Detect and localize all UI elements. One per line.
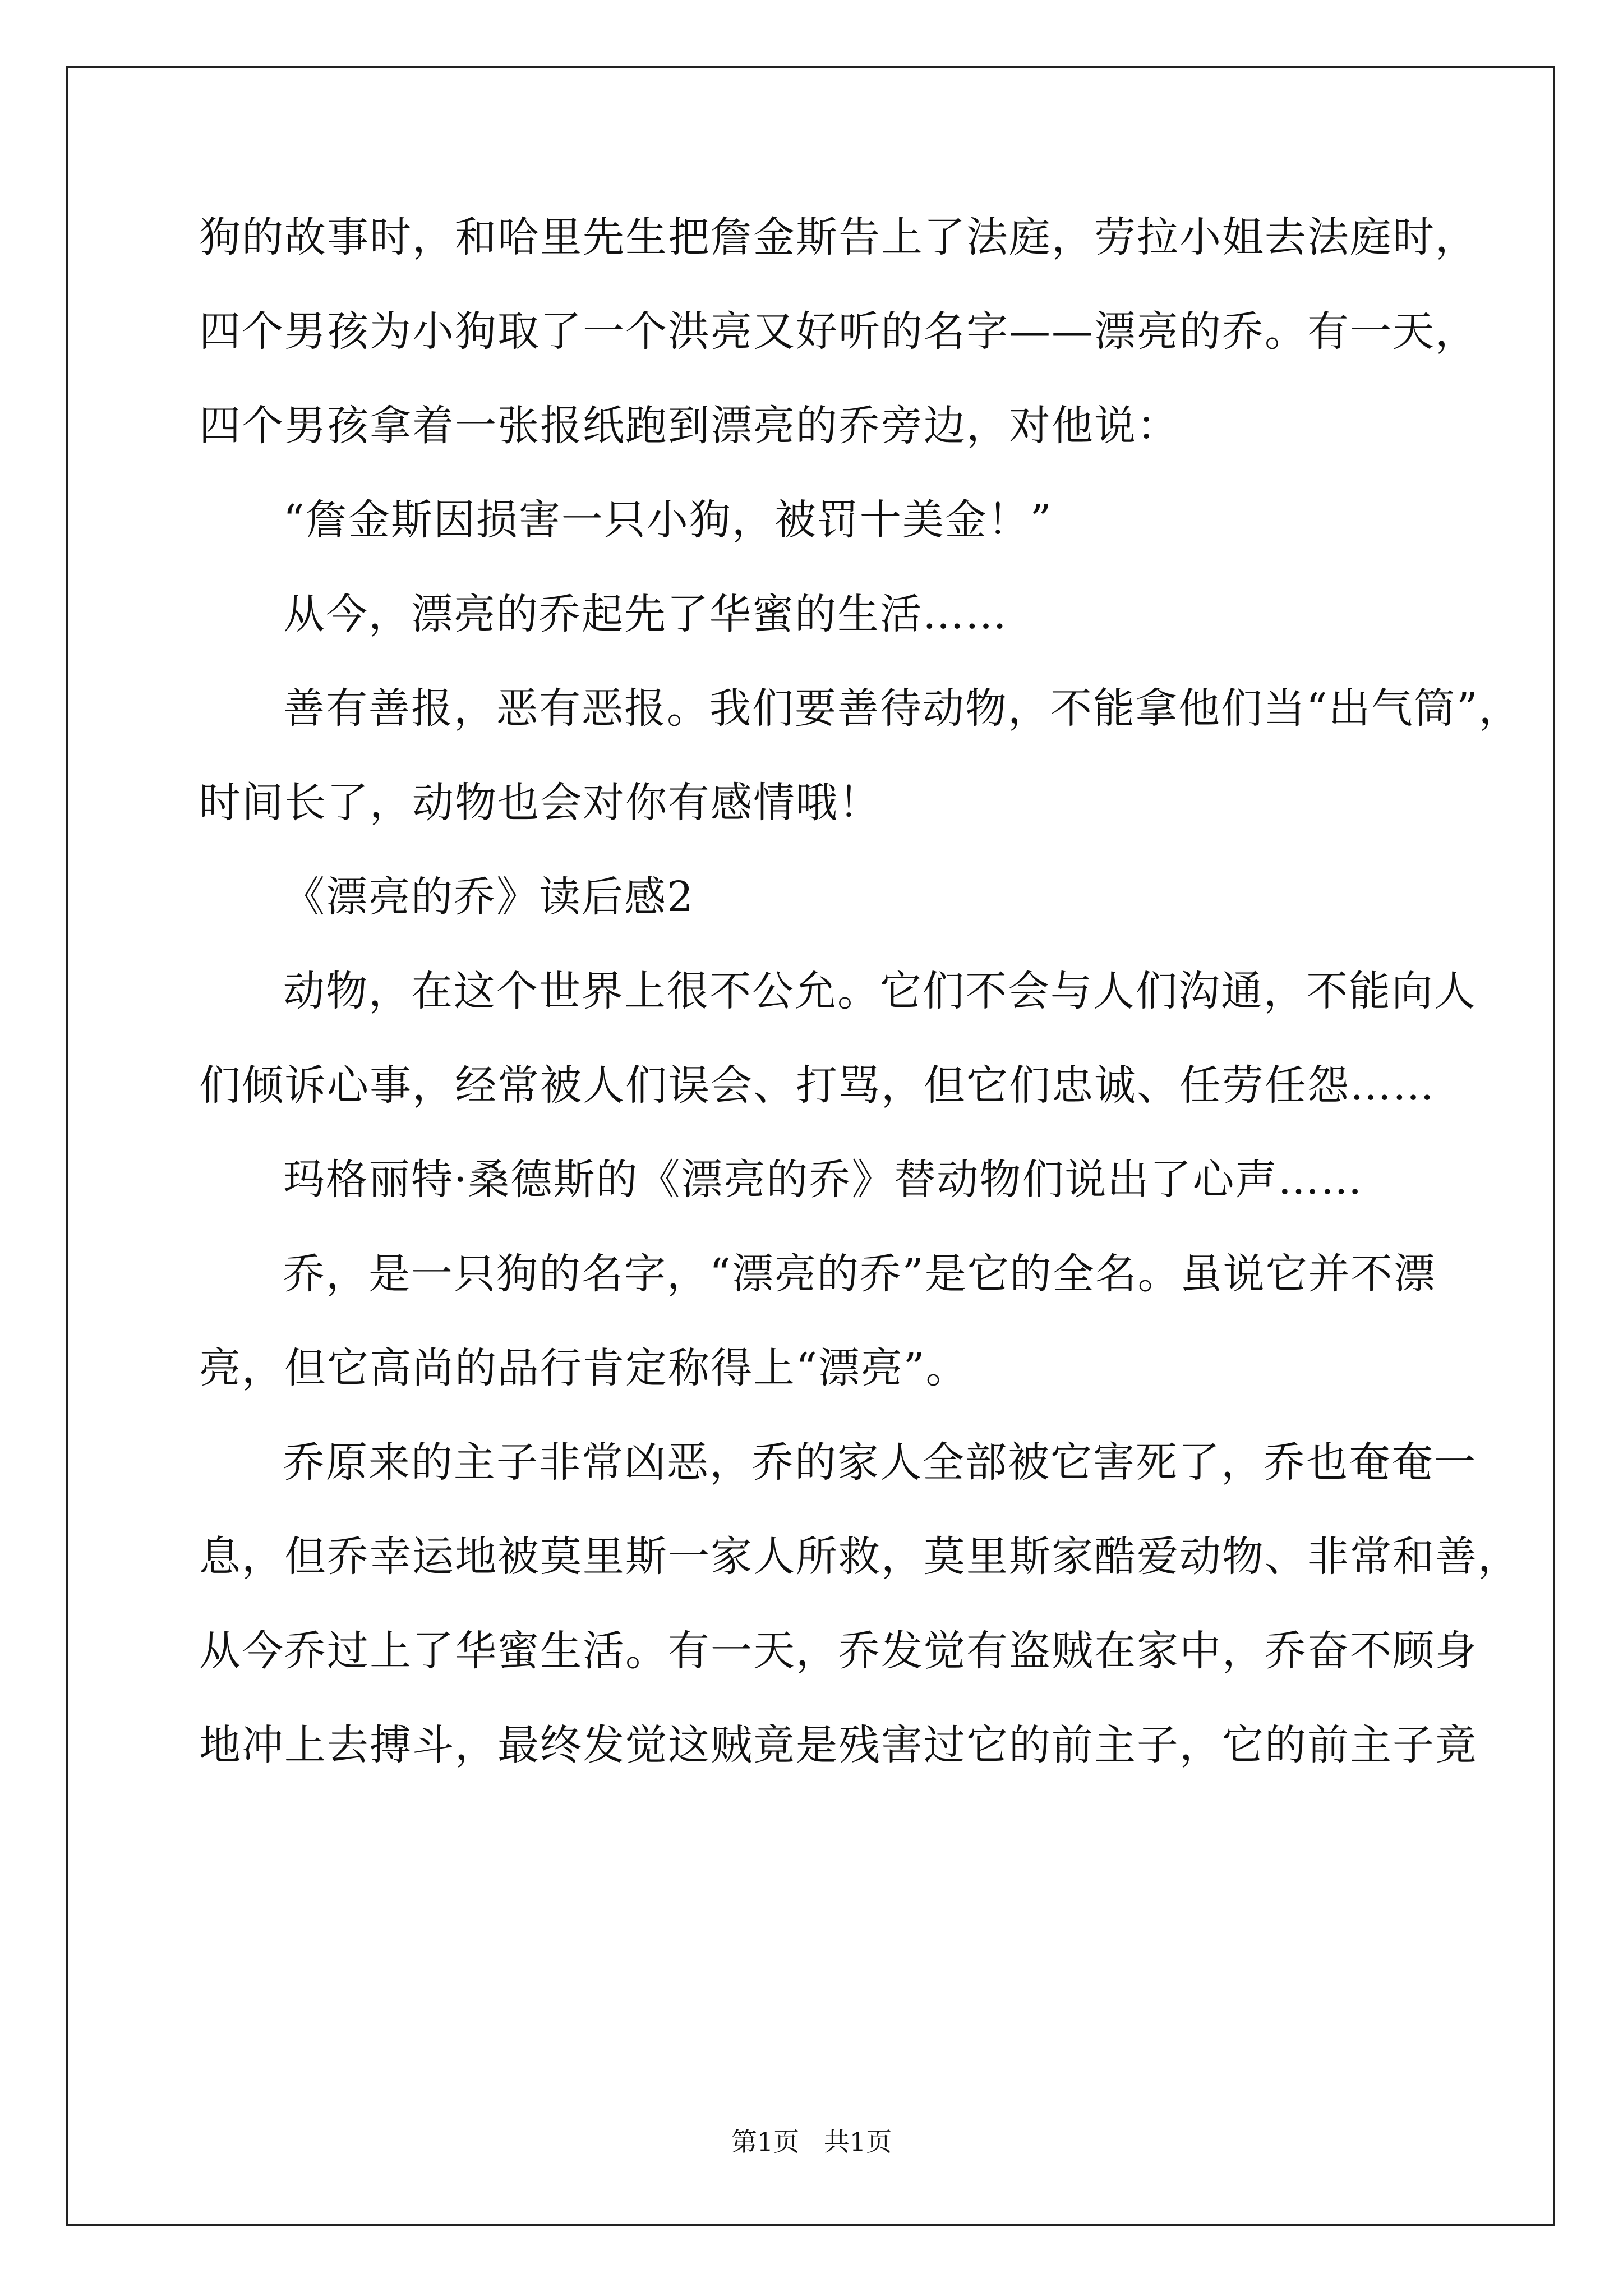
text-line: 从今，漂亮的乔起先了华蜜的生活…… [283, 590, 1008, 638]
text-line: 动物，在这个世界上很不公允。它们不会与人们沟通，不能向人 [283, 967, 1477, 1015]
text-line: 玛格丽特·桑德斯的《漂亮的乔》替动物们说出了心声…… [283, 1156, 1363, 1204]
text-line: 乔，是一只狗的名字，“漂亮的乔”是它的全名。虽说它并不漂 [283, 1250, 1436, 1298]
text-line: 乔原来的主子非常凶恶，乔的家人全部被它害死了，乔也奄奄一 [283, 1438, 1477, 1487]
text-line: 从今乔过上了华蜜生活。有一天，乔发觉有盗贼在家中，乔奋不顾身 [199, 1627, 1478, 1675]
text-line: 地冲上去搏斗，最终发觉这贼竟是残害过它的前主子，它的前主子竟 [199, 1721, 1478, 1769]
text-line: 四个男孩拿着一张报纸跑到漂亮的乔旁边，对他说： [199, 402, 1179, 450]
page-border [66, 66, 1555, 2226]
page-number: 第1页 共1页 [731, 2127, 892, 2157]
text-line: 息，但乔幸运地被莫里斯一家人所救，莫里斯家酷爱动物、非常和善， [199, 1533, 1520, 1581]
quote-line: “詹金斯因损害一只小狗，被罚十美金！” [283, 496, 1053, 544]
text-line: 善有善报，恶有恶报。我们要善待动物，不能拿他们当“出气筒”， [283, 684, 1521, 733]
text-line: 狗的故事时，和哈里先生把詹金斯告上了法庭，劳拉小姐去法庭时， [199, 213, 1478, 261]
section-heading: 《漂亮的乔》读后感2 [283, 873, 695, 921]
text-line: 四个男孩为小狗取了一个洪亮又好听的名字——漂亮的乔。有一天， [199, 307, 1478, 356]
text-line: 亮，但它高尚的品行肯定称得上“漂亮”。 [199, 1344, 969, 1392]
text-line: 们倾诉心事，经常被人们误会、打骂，但它们忠诚、任劳任怨…… [199, 1061, 1435, 1110]
text-line: 时间长了，动物也会对你有感情哦！ [199, 779, 881, 827]
